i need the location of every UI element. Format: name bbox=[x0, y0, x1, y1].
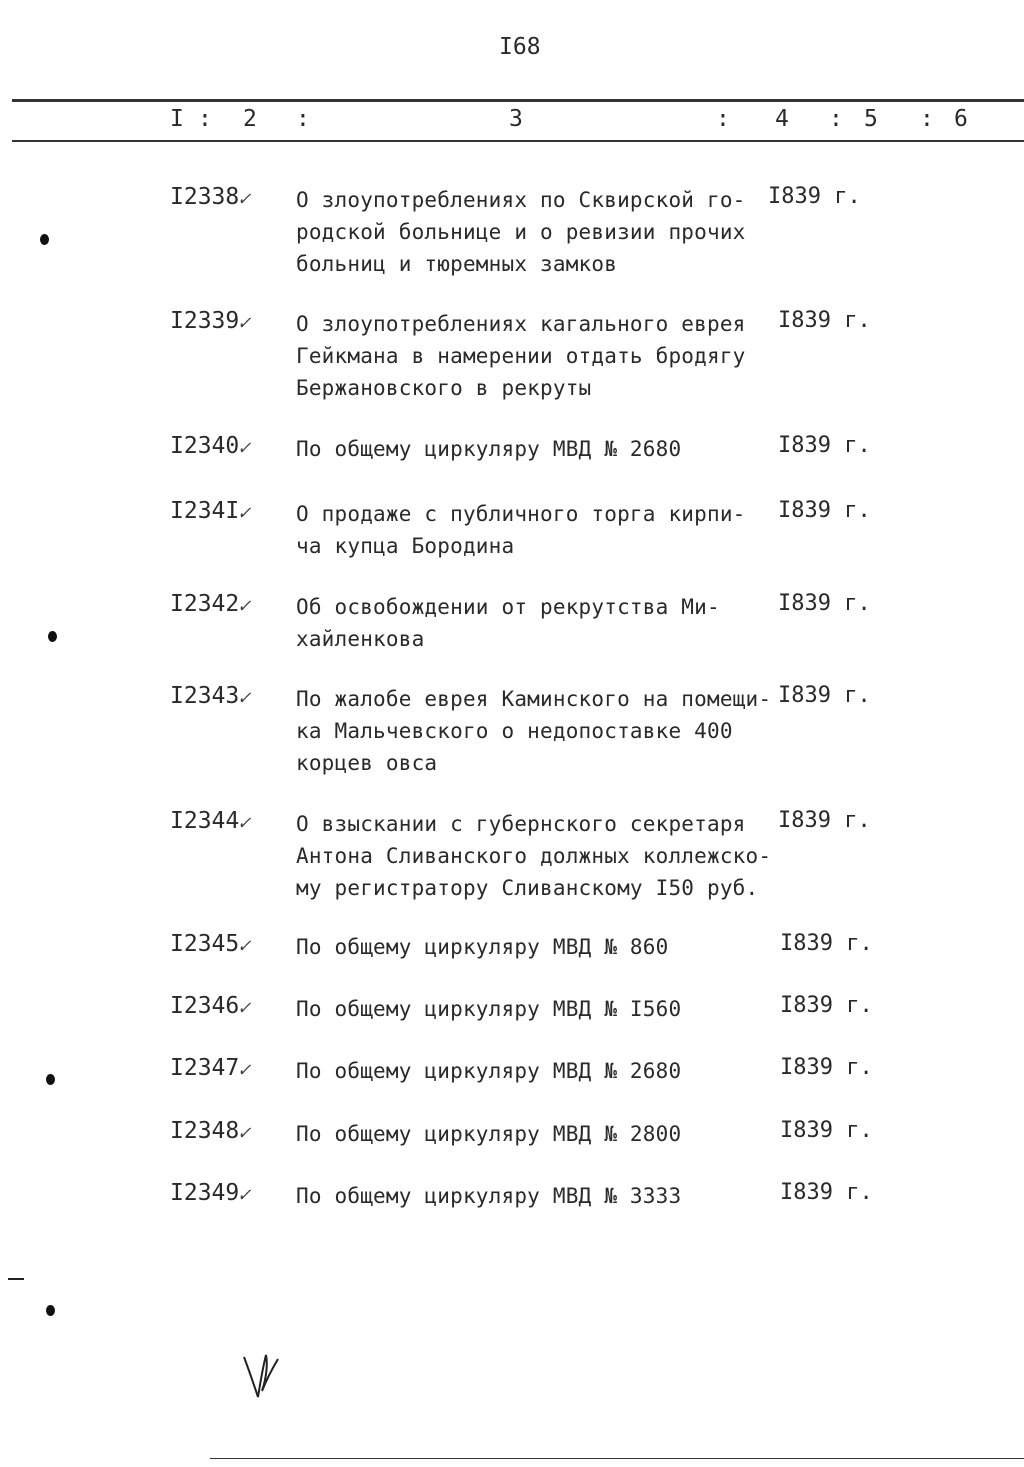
case-year: I839 г. bbox=[768, 184, 861, 209]
col-1-label: I bbox=[170, 106, 184, 132]
col-3-label: 3 bbox=[509, 106, 523, 132]
case-number: I2345 bbox=[170, 931, 240, 957]
case-year: I839 г. bbox=[780, 1055, 873, 1080]
case-description: По общему циркуляру МВД № 3333 bbox=[296, 1184, 682, 1208]
checkmark-icon: ✓ bbox=[238, 1182, 251, 1206]
binder-hole-mark bbox=[46, 1305, 55, 1316]
case-description: По общему циркуляру МВД № 2680 bbox=[296, 1059, 682, 1083]
checkmark-icon: ✓ bbox=[238, 310, 251, 334]
case-description: По общему циркуляру МВД № 2800 bbox=[296, 1122, 682, 1146]
case-number: I2344 bbox=[170, 808, 240, 834]
case-description: О взыскании с губернского секретаря Антона Сливанского должных коллежско- му регистратору Сливанскому I50 руб. bbox=[296, 812, 772, 900]
checkmark-icon: ✓ bbox=[238, 500, 251, 524]
case-year: I839 г. bbox=[778, 433, 871, 458]
case-description: О продаже с публичного торга кирпи- ча купца Бородина bbox=[296, 502, 746, 558]
col-6-label: 6 bbox=[954, 106, 968, 132]
bottom-rule bbox=[210, 1458, 1024, 1459]
col-4-label: 4 bbox=[775, 106, 789, 132]
case-description: По общему циркуляру МВД № 2680 bbox=[296, 437, 682, 461]
checkmark-icon: ✓ bbox=[238, 810, 251, 834]
binder-hole-mark bbox=[48, 631, 57, 642]
checkmark-icon: ✓ bbox=[238, 685, 251, 709]
case-number: I2342 bbox=[170, 591, 240, 617]
case-year: I839 г. bbox=[780, 1118, 873, 1143]
case-year: I839 г. bbox=[778, 498, 871, 523]
col-separator: : bbox=[198, 106, 212, 132]
checkmark-icon: ✓ bbox=[238, 933, 251, 957]
case-number: I2338 bbox=[170, 184, 240, 210]
top-rule bbox=[12, 99, 1024, 102]
case-year: I839 г. bbox=[778, 591, 871, 616]
col-separator: : bbox=[829, 106, 843, 132]
case-description: О злоупотреблениях кагального еврея Гейкмана в намерении отдать бродягу Бержановского в рекруты bbox=[296, 312, 746, 400]
case-year: I839 г. bbox=[780, 993, 873, 1018]
case-description: По жалобе еврея Каминского на помещи- ка Мальчевского о недопоставке 400 корцев овса bbox=[296, 687, 772, 775]
col-separator: : bbox=[920, 106, 934, 132]
col-separator: : bbox=[716, 106, 730, 132]
checkmark-icon: ✓ bbox=[238, 186, 251, 210]
case-year: I839 г. bbox=[778, 683, 871, 708]
case-number: I2349 bbox=[170, 1180, 240, 1206]
case-year: I839 г. bbox=[780, 931, 873, 956]
case-year: I839 г. bbox=[780, 1180, 873, 1205]
case-year: I839 г. bbox=[778, 308, 871, 333]
header-rule bbox=[12, 140, 1024, 142]
case-description: По общему циркуляру МВД № 860 bbox=[296, 935, 669, 959]
case-number: I2347 bbox=[170, 1055, 240, 1081]
checkmark-icon: ✓ bbox=[238, 593, 251, 617]
checkmark-icon: ✓ bbox=[238, 1120, 251, 1144]
case-number: I2339 bbox=[170, 308, 240, 334]
binder-hole-mark bbox=[46, 1074, 55, 1085]
margin-dash bbox=[8, 1278, 24, 1280]
case-description: Об освобождении от рекрутства Ми- хайленкова bbox=[296, 595, 720, 651]
case-number: I2348 bbox=[170, 1118, 240, 1144]
case-number: I2346 bbox=[170, 993, 240, 1019]
checkmark-icon: ✓ bbox=[238, 995, 251, 1019]
case-number: I2340 bbox=[170, 433, 240, 459]
col-5-label: 5 bbox=[864, 106, 878, 132]
checkmark-icon: ✓ bbox=[238, 435, 251, 459]
case-year: I839 г. bbox=[778, 808, 871, 833]
case-number: I2343 bbox=[170, 683, 240, 709]
case-number: I234I bbox=[170, 498, 240, 524]
checkmark-icon: ✓ bbox=[238, 1057, 251, 1081]
col-separator: : bbox=[296, 106, 310, 132]
case-description: О злоупотреблениях по Сквирской го- родской больнице и о ревизии прочих больниц и тюремных замков bbox=[296, 188, 746, 276]
signature-mark bbox=[236, 1345, 286, 1405]
col-2-label: 2 bbox=[243, 106, 257, 132]
binder-hole-mark bbox=[40, 234, 49, 245]
case-description: По общему циркуляру МВД № I560 bbox=[296, 997, 682, 1021]
page-number: I68 bbox=[499, 34, 541, 60]
